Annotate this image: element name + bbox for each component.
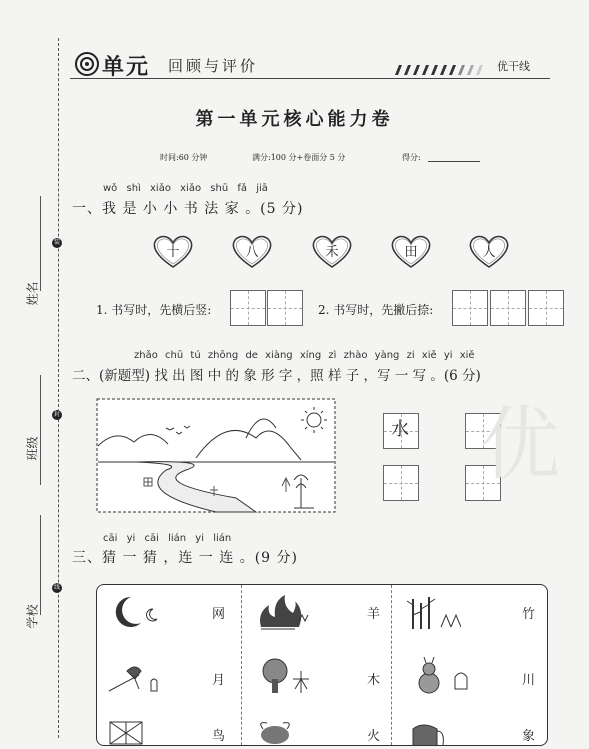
q2-heading: 二、(新题型) 找 出 图 中 的 象 形 字 ，照 样 子 ，写 一 写 。(6 分) xyxy=(72,368,481,384)
school-label: 学校 xyxy=(25,604,40,629)
score-blank[interactable] xyxy=(428,161,480,162)
q2-pinyin: zhǎo chū tú zhōng de xiàng xíng zì zhào yàng zi xiě yi xiě xyxy=(134,350,475,361)
header-rule xyxy=(70,78,550,79)
heart-char-text: 田 xyxy=(404,245,418,260)
school-line xyxy=(40,515,41,615)
match-char[interactable]: 羊 xyxy=(367,607,381,622)
rule1-text: 1. 书写时，先横后竖: xyxy=(96,303,212,317)
heart-char-text: 人 xyxy=(482,245,496,260)
seal-dot: 装 xyxy=(53,239,60,246)
seal-dot: 封 xyxy=(53,411,60,418)
writing-grid[interactable] xyxy=(528,290,564,326)
stripe-decoration xyxy=(395,60,490,70)
column-divider xyxy=(241,585,242,745)
q3-pinyin: cāi yi cāi lián yi lián xyxy=(103,533,232,544)
heart-character xyxy=(230,235,274,269)
time-info: 时间:60 分钟 xyxy=(160,153,208,162)
heart-char-text: 八 xyxy=(245,245,259,260)
sheep-icon xyxy=(257,721,305,749)
tree-icon xyxy=(257,657,313,699)
match-char[interactable]: 鸟 xyxy=(212,729,226,744)
heart-character xyxy=(467,235,511,269)
fire-icon xyxy=(255,593,311,635)
match-char[interactable]: 月 xyxy=(212,673,226,688)
review-heading: 回顾与评价 xyxy=(168,58,259,75)
name-line xyxy=(40,196,41,291)
binding-line xyxy=(58,38,59,738)
answer-grid[interactable] xyxy=(383,465,419,501)
heart-character xyxy=(151,235,195,269)
watermark: 优 xyxy=(480,398,560,491)
column-divider xyxy=(391,585,392,745)
heart-character xyxy=(310,235,354,269)
pictograph-scene xyxy=(96,398,336,513)
name-label: 姓名 xyxy=(25,281,40,306)
rabbit-icon xyxy=(415,657,471,699)
match-char[interactable]: 川 xyxy=(522,673,536,688)
bamboo-icon xyxy=(405,595,461,635)
match-char[interactable]: 火 xyxy=(367,729,381,744)
q1-pinyin: wǒ shì xiǎo xiǎo shū fǎ jiā xyxy=(103,183,268,194)
moon-icon xyxy=(109,595,159,633)
q3-heading: 三、猜 一 猜 ，连 一 连 。(9 分) xyxy=(72,550,298,566)
match-char[interactable]: 象 xyxy=(522,729,536,744)
target-icon xyxy=(75,52,99,76)
match-char[interactable]: 网 xyxy=(212,607,226,622)
elephant-icon xyxy=(409,721,457,749)
heart-char-text: 禾 xyxy=(325,245,339,260)
writing-grid[interactable] xyxy=(452,290,488,326)
class-line xyxy=(40,375,41,485)
seal-dot: 线 xyxy=(53,584,60,591)
net-icon xyxy=(109,721,145,749)
match-char[interactable]: 木 xyxy=(367,673,381,688)
match-char[interactable]: 竹 xyxy=(522,607,536,622)
page-title: 第一单元核心能力卷 xyxy=(195,109,394,130)
score-info: 满分:100 分+卷面分 5 分 xyxy=(252,153,346,162)
example-character: 水 xyxy=(391,419,409,440)
score-field-label: 得分: xyxy=(402,153,421,162)
class-label: 班级 xyxy=(25,436,40,461)
writing-grid[interactable] xyxy=(267,290,303,326)
brand-label: 优干线 xyxy=(497,60,530,73)
heart-char-text: 十 xyxy=(166,245,180,260)
writing-grid[interactable] xyxy=(490,290,526,326)
bird-icon xyxy=(105,661,161,699)
heart-character xyxy=(389,235,433,269)
writing-grid[interactable] xyxy=(230,290,266,326)
q1-heading: 一、我 是 小 小 书 法 家 。(5 分) xyxy=(72,201,304,217)
matching-box xyxy=(96,584,548,746)
rule2-text: 2. 书写时，先撇后捺: xyxy=(318,303,434,317)
unit-heading: 单元 xyxy=(102,54,151,79)
